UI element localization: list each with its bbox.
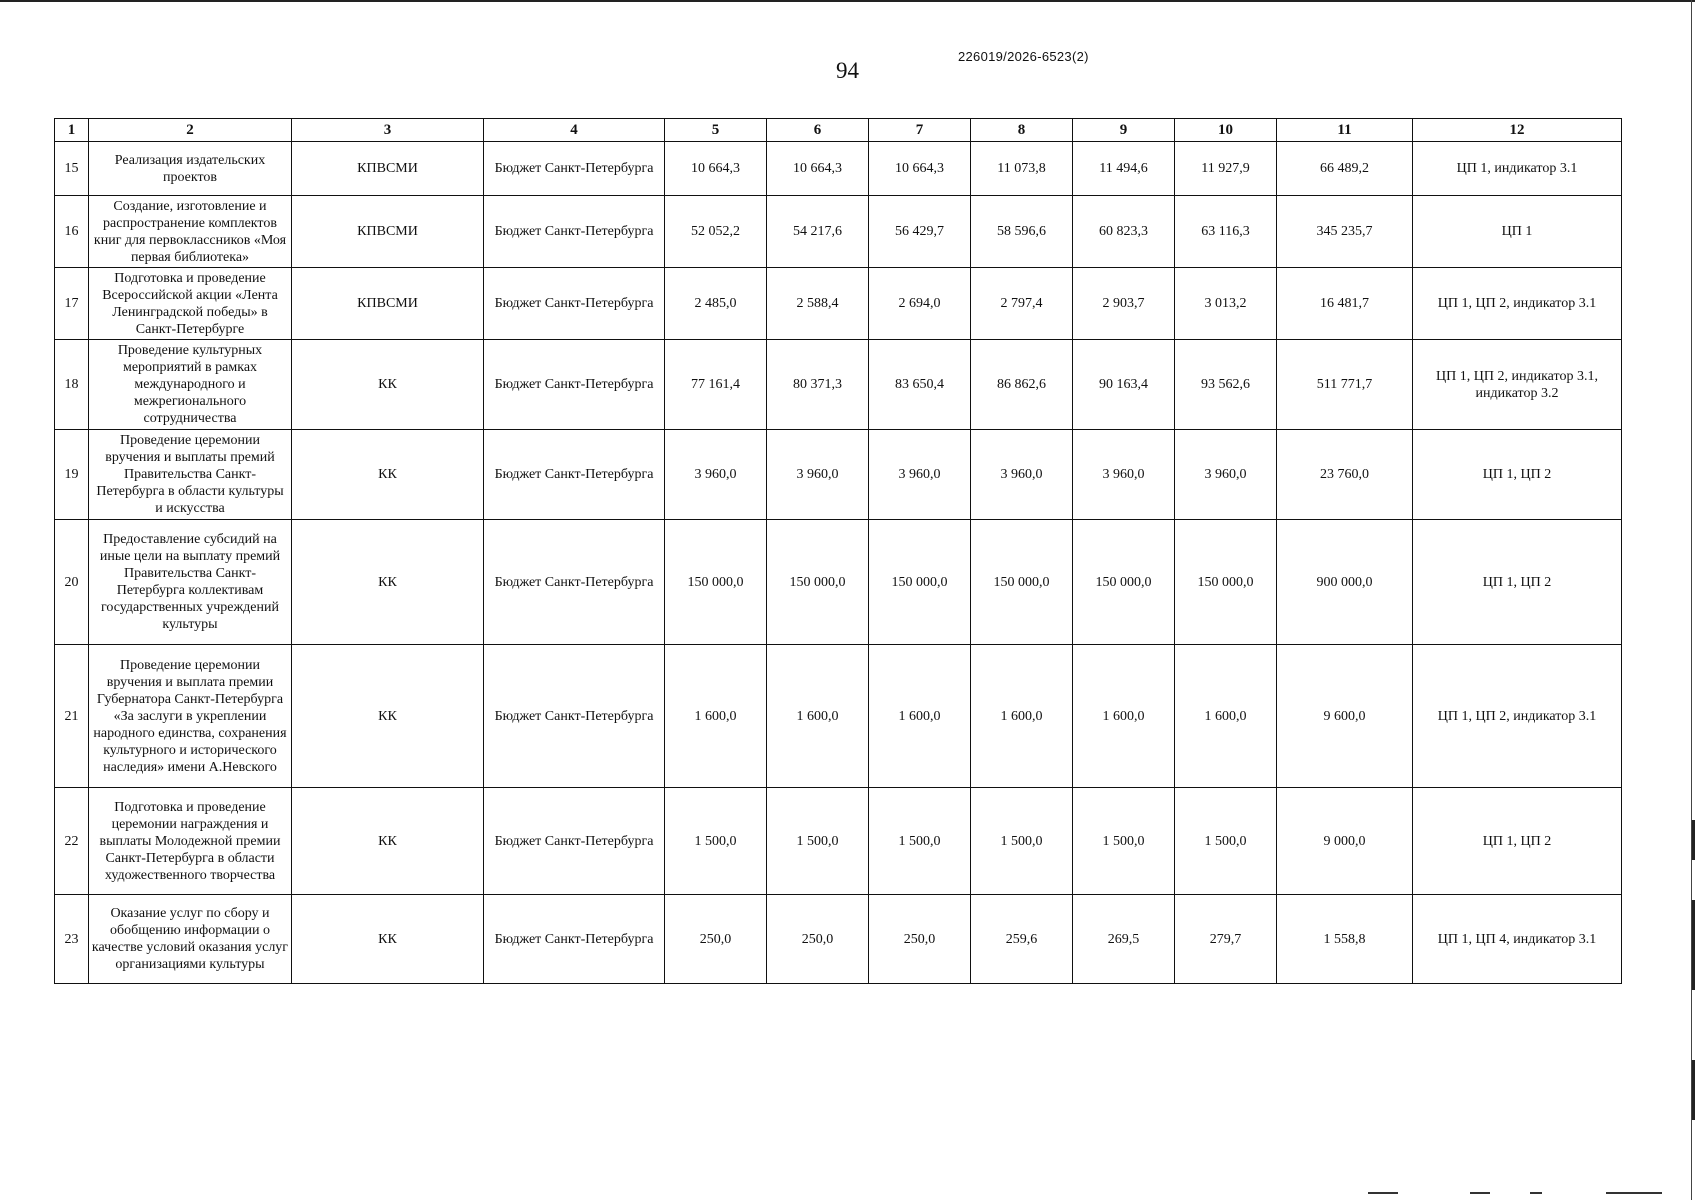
value-cell: 10 664,3 [767, 142, 869, 196]
value-cell: 2 903,7 [1073, 268, 1175, 340]
value-cell: 1 600,0 [971, 645, 1073, 788]
scan-artifact [1606, 1192, 1662, 1194]
total-cell: 23 760,0 [1277, 430, 1413, 520]
target-cell: ЦП 1, индикатор 3.1 [1413, 142, 1622, 196]
activity-name: Реализация издательских проектов [89, 142, 292, 196]
value-cell: 1 600,0 [1175, 645, 1277, 788]
row-number: 20 [55, 520, 89, 645]
scan-top-border [0, 0, 1695, 2]
funding-source-cell: Бюджет Санкт-Петербурга [484, 645, 665, 788]
activity-name: Предоставление субсидий на иные цели на выплату премий Правительства Санкт-Петербурга коллективам государственных учреждений культуры [89, 520, 292, 645]
activity-name: Подготовка и проведение церемонии награждения и выплаты Молодежной премии Санкт-Петербурга в области художественного творчества [89, 788, 292, 895]
value-cell: 150 000,0 [1073, 520, 1175, 645]
budget-table [54, 118, 1622, 984]
value-cell: 269,5 [1073, 895, 1175, 984]
scan-right-border [1691, 0, 1692, 1200]
value-cell: 259,6 [971, 895, 1073, 984]
target-cell: ЦП 1, ЦП 2 [1413, 788, 1622, 895]
funding-source-cell: Бюджет Санкт-Петербурга [484, 430, 665, 520]
value-cell: 3 960,0 [1175, 430, 1277, 520]
header-cell: 7 [869, 119, 971, 142]
executor-cell: КК [292, 430, 484, 520]
value-cell: 1 600,0 [665, 645, 767, 788]
header-cell: 5 [665, 119, 767, 142]
activity-name: Оказание услуг по сбору и обобщению информации о качестве условий оказания услуг организациями культуры [89, 895, 292, 984]
value-cell: 2 694,0 [869, 268, 971, 340]
value-cell: 2 588,4 [767, 268, 869, 340]
funding-source-cell: Бюджет Санкт-Петербурга [484, 268, 665, 340]
executor-cell: КПВСМИ [292, 142, 484, 196]
value-cell: 58 596,6 [971, 196, 1073, 268]
value-cell: 2 485,0 [665, 268, 767, 340]
value-cell: 150 000,0 [971, 520, 1073, 645]
value-cell: 3 960,0 [767, 430, 869, 520]
total-cell: 511 771,7 [1277, 340, 1413, 430]
total-cell: 66 489,2 [1277, 142, 1413, 196]
table-row [55, 196, 1622, 268]
value-cell: 60 823,3 [1073, 196, 1175, 268]
table-row [55, 788, 1622, 895]
value-cell: 10 664,3 [665, 142, 767, 196]
header-cell: 8 [971, 119, 1073, 142]
row-number: 17 [55, 268, 89, 340]
target-cell: ЦП 1, ЦП 2, индикатор 3.1 [1413, 645, 1622, 788]
value-cell: 250,0 [665, 895, 767, 984]
header-cell: 10 [1175, 119, 1277, 142]
row-number: 21 [55, 645, 89, 788]
value-cell: 3 960,0 [665, 430, 767, 520]
header-cell: 1 [55, 119, 89, 142]
value-cell: 3 960,0 [869, 430, 971, 520]
target-cell: ЦП 1, ЦП 2 [1413, 430, 1622, 520]
total-cell: 345 235,7 [1277, 196, 1413, 268]
activity-name: Создание, изготовление и распространение комплектов книг для первоклассников «Моя первая библиотека» [89, 196, 292, 268]
value-cell: 1 500,0 [767, 788, 869, 895]
header-cell: 11 [1277, 119, 1413, 142]
document-code: 226019/2026-6523(2) [958, 49, 1089, 64]
row-number: 18 [55, 340, 89, 430]
activity-name: Проведение церемонии вручения и выплата премии Губернатора Санкт-Петербурга «За заслуги в укреплении народного единства, сохранения культурного и исторического наследия» имени А.Невского [89, 645, 292, 788]
executor-cell: КК [292, 895, 484, 984]
value-cell: 90 163,4 [1073, 340, 1175, 430]
funding-source-cell: Бюджет Санкт-Петербурга [484, 340, 665, 430]
executor-cell: КК [292, 788, 484, 895]
value-cell: 150 000,0 [869, 520, 971, 645]
value-cell: 150 000,0 [665, 520, 767, 645]
header-row [55, 119, 1622, 142]
table-row [55, 895, 1622, 984]
total-cell: 1 558,8 [1277, 895, 1413, 984]
value-cell: 3 013,2 [1175, 268, 1277, 340]
value-cell: 86 862,6 [971, 340, 1073, 430]
value-cell: 250,0 [869, 895, 971, 984]
header-cell: 2 [89, 119, 292, 142]
scan-artifact [1368, 1192, 1398, 1194]
funding-source-cell: Бюджет Санкт-Петербурга [484, 895, 665, 984]
executor-cell: КПВСМИ [292, 268, 484, 340]
value-cell: 279,7 [1175, 895, 1277, 984]
header-cell: 9 [1073, 119, 1175, 142]
funding-source-cell: Бюджет Санкт-Петербурга [484, 196, 665, 268]
activity-name: Проведение культурных мероприятий в рамках международного и межрегионального сотрудничества [89, 340, 292, 430]
value-cell: 3 960,0 [1073, 430, 1175, 520]
value-cell: 1 500,0 [1073, 788, 1175, 895]
scan-artifact [1470, 1192, 1490, 1194]
scan-artifact [1530, 1192, 1542, 1194]
value-cell: 93 562,6 [1175, 340, 1277, 430]
executor-cell: КК [292, 520, 484, 645]
value-cell: 52 052,2 [665, 196, 767, 268]
target-cell: ЦП 1 [1413, 196, 1622, 268]
funding-source-cell: Бюджет Санкт-Петербурга [484, 142, 665, 196]
table-row [55, 268, 1622, 340]
executor-cell: КПВСМИ [292, 196, 484, 268]
header-cell: 12 [1413, 119, 1622, 142]
value-cell: 10 664,3 [869, 142, 971, 196]
total-cell: 900 000,0 [1277, 520, 1413, 645]
value-cell: 1 500,0 [665, 788, 767, 895]
value-cell: 1 500,0 [869, 788, 971, 895]
value-cell: 250,0 [767, 895, 869, 984]
row-number: 19 [55, 430, 89, 520]
row-number: 22 [55, 788, 89, 895]
row-number: 15 [55, 142, 89, 196]
value-cell: 54 217,6 [767, 196, 869, 268]
value-cell: 3 960,0 [971, 430, 1073, 520]
value-cell: 11 073,8 [971, 142, 1073, 196]
table-row [55, 340, 1622, 430]
header-cell: 6 [767, 119, 869, 142]
header-cell: 3 [292, 119, 484, 142]
value-cell: 11 494,6 [1073, 142, 1175, 196]
activity-name: Подготовка и проведение Всероссийской акции «Лента Ленинградской победы» в Санкт-Петербурге [89, 268, 292, 340]
row-number: 23 [55, 895, 89, 984]
total-cell: 9 600,0 [1277, 645, 1413, 788]
value-cell: 1 500,0 [1175, 788, 1277, 895]
value-cell: 1 600,0 [869, 645, 971, 788]
total-cell: 16 481,7 [1277, 268, 1413, 340]
value-cell: 1 600,0 [767, 645, 869, 788]
row-number: 16 [55, 196, 89, 268]
executor-cell: КК [292, 645, 484, 788]
value-cell: 1 500,0 [971, 788, 1073, 895]
value-cell: 77 161,4 [665, 340, 767, 430]
value-cell: 2 797,4 [971, 268, 1073, 340]
total-cell: 9 000,0 [1277, 788, 1413, 895]
value-cell: 1 600,0 [1073, 645, 1175, 788]
target-cell: ЦП 1, ЦП 2, индикатор 3.1, индикатор 3.2 [1413, 340, 1622, 430]
page-number: 94 [836, 58, 859, 83]
value-cell: 11 927,9 [1175, 142, 1277, 196]
funding-source-cell: Бюджет Санкт-Петербурга [484, 520, 665, 645]
target-cell: ЦП 1, ЦП 2, индикатор 3.1 [1413, 268, 1622, 340]
value-cell: 80 371,3 [767, 340, 869, 430]
value-cell: 56 429,7 [869, 196, 971, 268]
table-row [55, 645, 1622, 788]
table-row [55, 142, 1622, 196]
value-cell: 150 000,0 [767, 520, 869, 645]
header-cell: 4 [484, 119, 665, 142]
target-cell: ЦП 1, ЦП 4, индикатор 3.1 [1413, 895, 1622, 984]
value-cell: 63 116,3 [1175, 196, 1277, 268]
value-cell: 150 000,0 [1175, 520, 1277, 645]
executor-cell: КК [292, 340, 484, 430]
target-cell: ЦП 1, ЦП 2 [1413, 520, 1622, 645]
table-row [55, 520, 1622, 645]
activity-name: Проведение церемонии вручения и выплаты премий Правительства Санкт-Петербурга в области культуры и искусства [89, 430, 292, 520]
funding-source-cell: Бюджет Санкт-Петербурга [484, 788, 665, 895]
value-cell: 83 650,4 [869, 340, 971, 430]
table-row [55, 430, 1622, 520]
